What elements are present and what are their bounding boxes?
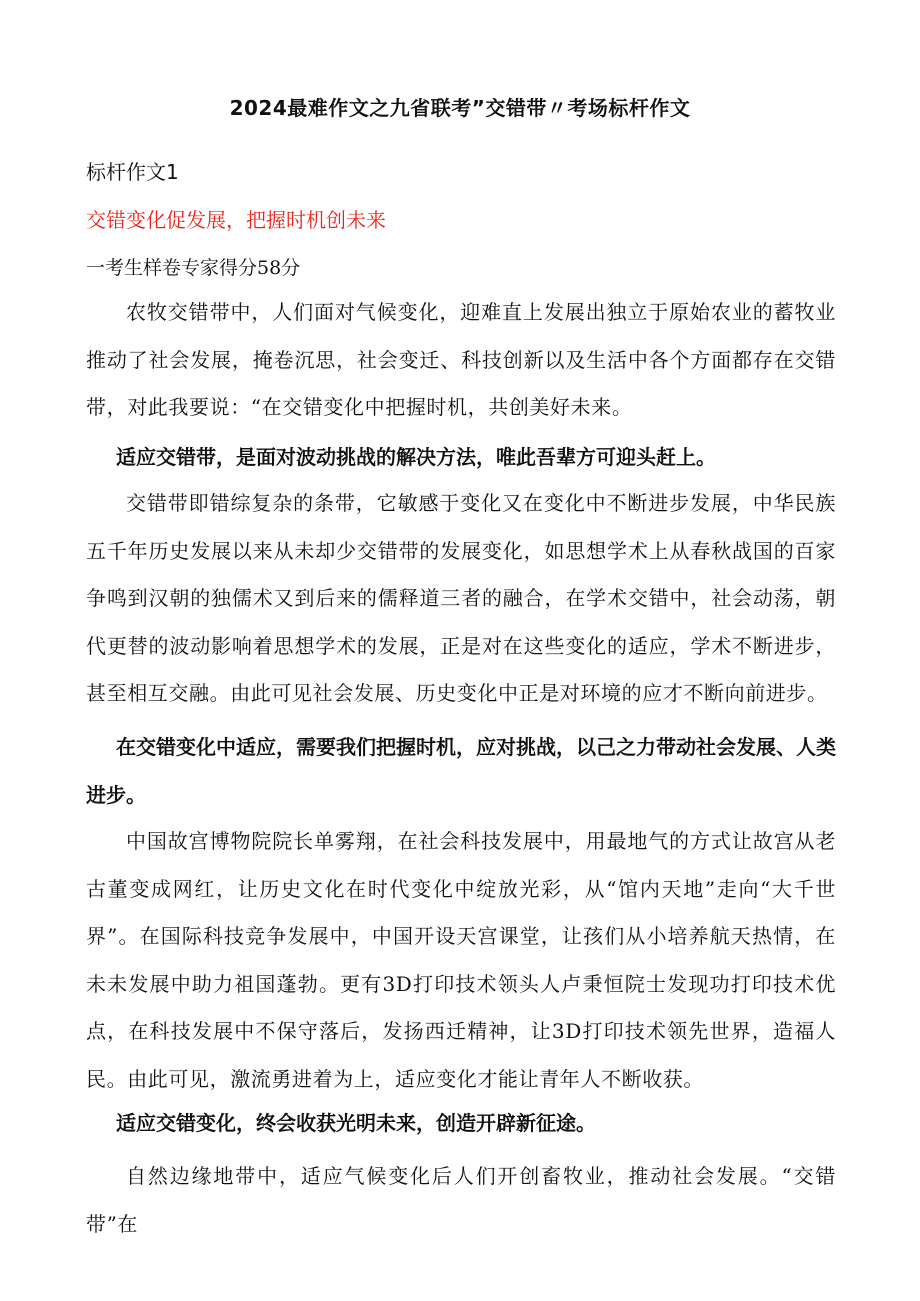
bold-thesis: 适应交错带，是面对波动挑战的解决方法，唯此吾辈方可迎头赶上。: [116, 445, 716, 469]
essay-title: 交错变化促发展，把握时机创未来: [86, 208, 386, 232]
paragraph: 农牧交错带中，人们面对气候变化，迎难直上发展出独立于原始农业的蓄牧业推动了社会发展，掩卷沉思，社会变迁、科技创新以及生活中各个方面都存在交错带，对此我要说：“在交错变化中把握时机，共创美好未来。: [86, 300, 836, 419]
score-line: 一考生样卷专家得分58分: [86, 257, 301, 279]
paragraph: 中国故宫博物院院长单雾翔，在社会科技发展中，用最地气的方式让故宫从老古董变成网红，让历史文化在时代变化中绽放光彩，从“馆内天地”走向“大千世界”。在国际科技竞争发展中，中国开设天宫课堂，让孩们从小培养航天热情，在未未发展中助力祖国蓬勃。更有3D打印技术领头人卢秉恒院士发现功打印技术优点，在科技发展中不保守落后，发扬西迁精神，让3D打印技术领先世界，造福人民。由此可见，激流勇进着为上，适应变化才能让青年人不断收获。: [86, 829, 836, 1091]
bold-thesis: 适应交错变化，终会收获光明未来，创造开辟新征途。: [116, 1111, 596, 1135]
paragraph: 自然边缘地带中，适应气候变化后人们开创畜牧业，推动社会发展。“交错带”在: [86, 1164, 836, 1236]
document-title: 2024最难作文之九省联考”交错带〃考场标杆作文: [229, 96, 691, 120]
paragraph: 交错带即错综复杂的条带，它敏感于变化又在变化中不断进步发展，中华民族五千年历史发展以来从未却少交错带的发展变化，如思想学术上从春秋战国的百家争鸣到汉朝的独儒术又到后来的儒释道三者的融合，在学术交错中，社会动荡，朝代更替的波动影响着思想学术的发展，正是对在这些变化的适应，学术不断进步，甚至相互交融。由此可见社会发展、历史变化中正是对环境的应才不断向前进步。: [86, 491, 836, 705]
section-label: 标杆作文1: [86, 160, 179, 184]
bold-thesis: 在交错变化中适应，需要我们把握时机，应对挑战，以己之力带动社会发展、人类进步。: [86, 735, 836, 807]
